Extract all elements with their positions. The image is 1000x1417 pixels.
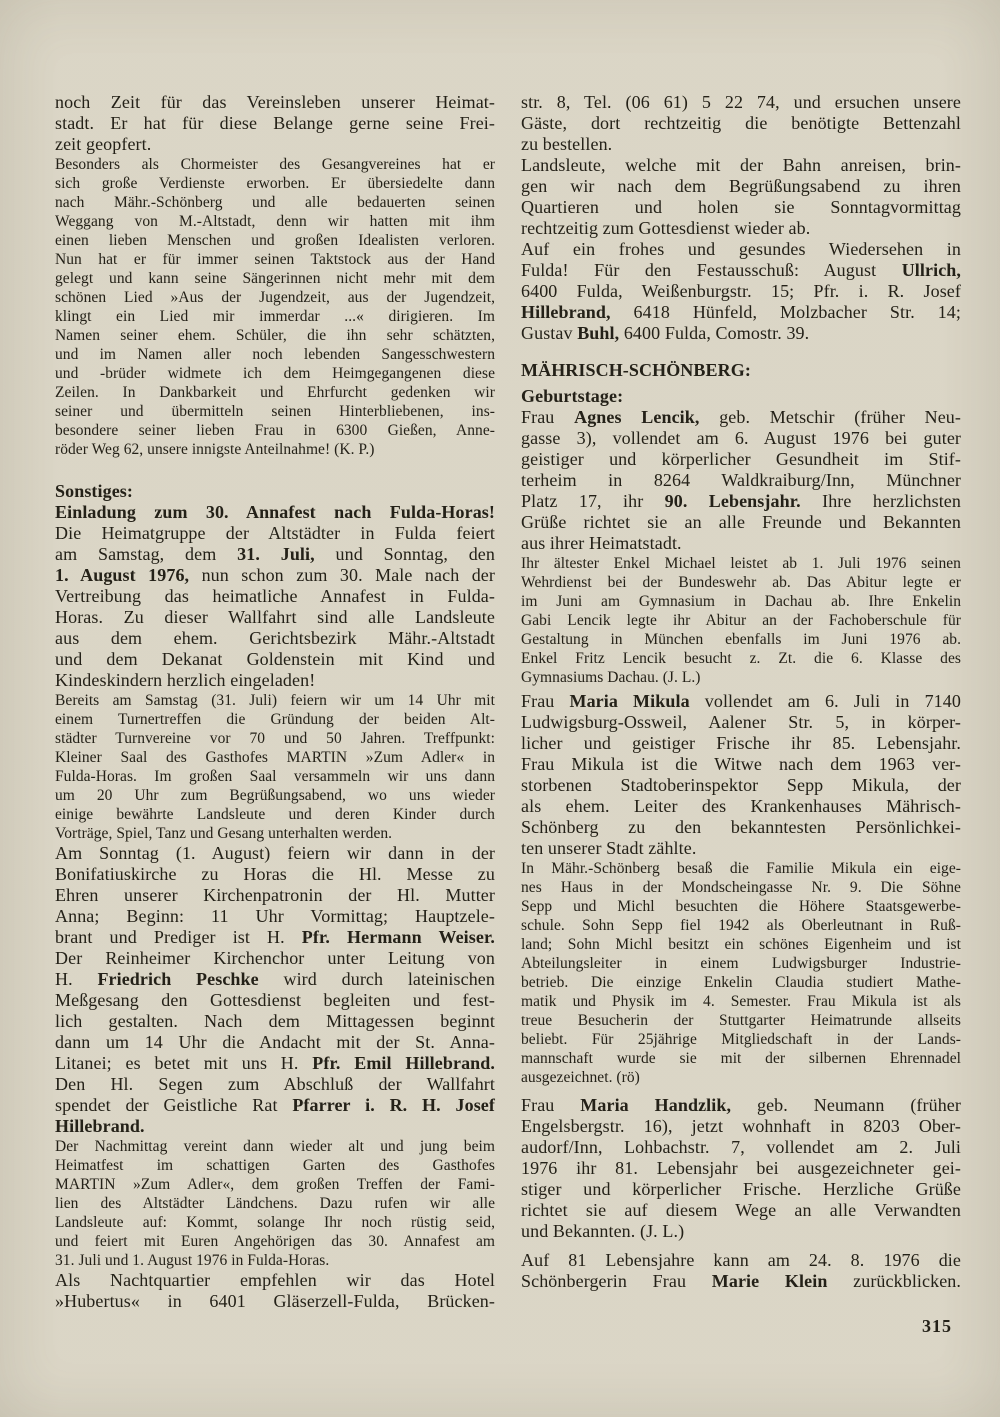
text-line: rechtzeitig zum Gottesdienst wieder ab. <box>521 218 811 238</box>
text-line: ausgezeichnet. (rö) <box>521 1069 640 1086</box>
text-line: klingt ein Lied mir immerdar ...« dirigieren. Im <box>55 308 495 325</box>
bahn-anreise-paragraph <box>521 155 961 239</box>
chormeister-obituary-paragraph <box>55 155 495 459</box>
text-line: »Hubertus« in 6401 Gläserzell-Fulda, Brücken- <box>55 1291 495 1311</box>
text-line: ten unserer Stadt zählte. <box>521 838 697 858</box>
text-line: einem Turnertreffen die Gründung der beiden Alt- <box>55 711 495 728</box>
mikula-birthday-paragraph <box>521 691 961 859</box>
text-line: 31. Juli und 1. August 1976 in Fulda-Horas. <box>55 1252 330 1269</box>
text-line: Hillebrand, 6418 Hünfeld, Molzbacher Str. 14; <box>521 302 961 322</box>
text-line: besondere seiner lieben Frau in 6300 Gießen, Anne- <box>55 422 495 439</box>
text-line: terheim in 8264 Waldkraiburg/Inn, Münchner <box>521 470 961 490</box>
text-line: Den Hl. Segen zum Abschluß der Wallfahrt <box>55 1074 495 1094</box>
text-line: zeit geopfert. <box>55 134 152 154</box>
text-line: noch Zeit für das Vereinsleben unserer Heimat- <box>55 92 495 112</box>
text-line: geistiger und körperlicher Gesundheit im Stif- <box>521 449 961 469</box>
text-line: Vorträge, Spiel, Tanz und Gesang unterhalten werden. <box>55 825 393 842</box>
text-line: Gabi Lencik legte ihr Abitur an der Fachoberschule für <box>521 612 961 629</box>
text-line: str. 8, Tel. (06 61) 5 22 74, und ersuchen unsere <box>521 92 961 112</box>
text-line: Kleiner Saal des Gasthofes MARTIN »Zum Adler« in <box>55 749 495 766</box>
sonstiges-heading <box>55 481 495 502</box>
text-line: seiner und übermitteln seinen Hinterbliebenen, ins- <box>55 403 495 420</box>
text-line: Besonders als Chormeister des Gesangvereines hat er <box>55 156 495 173</box>
text-line: 1. August 1976, nun schon zum 30. Male nach der <box>55 565 495 585</box>
text-line: Hillebrand. <box>55 1116 145 1136</box>
text-line: und dem Dekanat Goldenstein mit Kind und <box>55 649 495 669</box>
text-line: Fulda! Für den Festausschuß: August Ullrich, <box>521 260 961 280</box>
text-line: Frau Agnes Lencik, geb. Metschir (früher Neu- <box>521 407 961 427</box>
text-line: audorf/Inn, Lohbachstr. 7, vollendet am 2. Juli <box>521 1137 961 1157</box>
page-number: 315 <box>922 1316 952 1336</box>
geburtstage-subheading <box>521 386 961 407</box>
text-line: Bonifatiuskirche zu Horas die Hl. Messe zu <box>55 864 495 884</box>
text-line: schönen Lied »Aus der Jugendzeit, aus der Jugendzeit, <box>55 289 495 306</box>
hotel-contact-paragraph <box>521 92 961 155</box>
text-line: MARTIN »Zum Adler«, dem großen Treffen der Fami- <box>55 1176 495 1193</box>
text-line: Vertreibung das heimatliche Annafest in Fulda- <box>55 586 495 606</box>
text-line: storbenen Stadtoberinspektor Sepp Mikula, der <box>521 775 961 795</box>
text-line: aus ihrer Heimatstadt. <box>521 533 682 553</box>
text-line: um 20 Uhr zum Begrüßungsabend, wo uns wieder <box>55 787 495 804</box>
text-line: Namen seiner ehem. Schüler, die ihn sehr schätzten, <box>55 327 495 344</box>
text-line: gen wir nach dem Begrüßungsabend zu ihren <box>521 176 961 196</box>
text-line: lien des Altstädter Ländchens. Dazu rufen wir alle <box>55 1195 495 1212</box>
text-line: mannschaft wurde sie mit der silbernen Ehrennadel <box>521 1050 961 1067</box>
text-line: Abteilungsleiter in einem Ludwigsburger Industrie- <box>521 955 961 972</box>
right-text-column <box>521 92 961 1292</box>
vereinsleben-paragraph-end <box>55 92 495 155</box>
text-line: In Mähr.-Schönberg besaß die Familie Mikula ein eige- <box>521 860 961 877</box>
text-line: land; Sohn Michl besitzt ein schönes Eigenheim und ist <box>521 936 961 953</box>
text-line: Horas. Zu dieser Wallfahrt sind alle Landsleute <box>55 607 495 627</box>
text-line: treue Besucherin der Stuttgarter Heimatrunde allseits <box>521 1012 961 1029</box>
text-line: Schönberg zu den bekanntesten Persönlichkei- <box>521 817 961 837</box>
text-line: Am Sonntag (1. August) feiern wir dann in der <box>55 843 495 863</box>
text-line: Ihr ältester Enkel Michael leistet ab 1. Juli 1976 seinen <box>521 555 961 572</box>
text-line: und -brüder widmete ich dem Heimgegangenen diese <box>55 365 495 382</box>
text-line: dann um 14 Uhr die Andacht mit der St. Anna- <box>55 1032 495 1052</box>
text-line: Gäste, dort rechtzeitig die benötigte Bettenzahl <box>521 113 961 133</box>
text-line: als ehem. Leiter des Krankenhauses Mährisch- <box>521 796 961 816</box>
text-line: Engelsbergstr. 16), jetzt wohnhaft in 8203 Ober- <box>521 1116 961 1136</box>
nachmittag-heimatfest-paragraph <box>55 1137 495 1270</box>
text-line: einige bewährte Landsleute und deren Kinder durch <box>55 806 495 823</box>
text-line: am Samstag, dem 31. Juli, und Sonntag, den <box>55 544 495 564</box>
text-line: H. Friedrich Peschke wird durch lateinischen <box>55 969 495 989</box>
text-line: brant und Prediger ist H. Pfr. Hermann Weiser. <box>55 927 495 947</box>
text-line: Platz 17, ihr 90. Lebensjahr. Ihre herzlichsten <box>521 491 961 511</box>
text-line: Enkel Fritz Lencik besucht z. Zt. die 6. Klasse des <box>521 650 961 667</box>
text-line: einen lieben Menschen und großen Idealisten verloren. <box>55 232 495 249</box>
text-line: Gestaltung in München ebenfalls im Juni 1976 ab. <box>521 631 961 648</box>
text-line: nes Haus in der Mondscheingasse Nr. 9. Die Söhne <box>521 879 961 896</box>
text-line: Die Heimatgruppe der Altstädter in Fulda feiert <box>55 523 495 543</box>
text-line: lich gestalten. Nach dem Mittagessen beginnt <box>55 1011 495 1031</box>
text-line: Litanei; es betet mit uns H. Pfr. Emil Hillebrand. <box>55 1053 495 1073</box>
text-line: Auf 81 Lebensjahre kann am 24. 8. 1976 die <box>521 1250 961 1270</box>
text-line: MÄHRISCH-SCHÖNBERG: <box>521 360 751 380</box>
text-line: Landsleute, welche mit der Bahn anreisen, brin- <box>521 155 961 175</box>
text-line: und im Namen aller noch lebenden Sangesschwestern <box>55 346 495 363</box>
text-line: betrieb. Die einzige Enkelin Claudia studiert Mathe- <box>521 974 961 991</box>
text-line: Quartieren und holen sie Sonntagvormittag <box>521 197 961 217</box>
text-line: Heimatfest im schattigen Garten des Gasthofes <box>55 1157 495 1174</box>
text-line: Frau Mikula ist die Witwe nach dem 1963 ver- <box>521 754 961 774</box>
text-line: Einladung zum 30. Annafest nach Fulda-Horas! <box>55 502 495 522</box>
samstag-program-paragraph <box>55 691 495 843</box>
text-line: stadt. Er hat für diese Belange gerne seine Frei- <box>55 113 495 133</box>
text-line: Bereits am Samstag (31. Juli) feiern wir um 14 Uhr mit <box>55 692 495 709</box>
text-line: Als Nachtquartier empfehlen wir das Hotel <box>55 1270 495 1290</box>
festausschuss-paragraph <box>521 239 961 344</box>
mikula-family-paragraph <box>521 859 961 1087</box>
text-line: sich große Verdienste erworben. Er übersiedelte dann <box>55 175 495 192</box>
text-line: Zeilen. In Dankbarkeit und Ehrfurcht gedenken wir <box>55 384 495 401</box>
maehrisch-schoenberg-heading <box>521 360 961 381</box>
text-line: gelegt und kann seine Sängerinnen nicht mehr mit dem <box>55 270 495 287</box>
text-line: schule. Sohn Sepp fiel 1942 als Oberleutnant in Ruß- <box>521 917 961 934</box>
text-line: Landsleute auf: Kommt, solange Ihr noch rüstig seid, <box>55 1214 495 1231</box>
text-line: 6400 Fulda, Weißenburgstr. 15; Pfr. i. R. Josef <box>521 281 961 301</box>
text-line: 1976 ihr 81. Lebensjahr bei ausgezeichneter gei- <box>521 1158 961 1178</box>
text-line: Kindeskindern herzlich eingeladen! <box>55 670 316 690</box>
klein-birthday-paragraph <box>521 1250 961 1292</box>
text-line: Anna; Beginn: 11 Uhr Vormittag; Hauptzele- <box>55 906 495 926</box>
text-line: Gymnasiums Dachau. (J. L.) <box>521 669 701 686</box>
text-line: Schönbergerin Frau Marie Klein zurückblicken. <box>521 1271 961 1291</box>
handzlik-birthday-paragraph <box>521 1095 961 1242</box>
text-line: Fulda-Horas. Im großen Saal versammeln wir uns dann <box>55 768 495 785</box>
text-line: spendet der Geistliche Rat Pfarrer i. R. H. Josef <box>55 1095 495 1115</box>
text-line: Ehren unserer Kirchenpatronin der Hl. Mutter <box>55 885 495 905</box>
text-line: Gustav Buhl, 6400 Fulda, Comostr. 39. <box>521 323 810 343</box>
text-line: stiger und körperlicher Frische. Herzliche Grüße <box>521 1179 961 1199</box>
text-line: Sepp und Michl besuchten die Höhere Staatsgewerbe- <box>521 898 961 915</box>
text-line: Wehrdienst bei der Bundeswehr ab. Das Abitur legte er <box>521 574 961 591</box>
annafest-invitation-paragraph <box>55 523 495 691</box>
text-line: röder Weg 62, unsere innigste Anteilnahme! (K. P.) <box>55 441 375 458</box>
text-line: matik und Physik im 4. Semester. Frau Mikula ist als <box>521 993 961 1010</box>
lencik-birthday-paragraph <box>521 407 961 554</box>
text-line: licher und geistiger Frische ihr 85. Lebensjahr. <box>521 733 961 753</box>
annafest-invitation-title <box>55 502 495 523</box>
text-line: Der Nachmittag vereint dann wieder alt und jung beim <box>55 1138 495 1155</box>
text-line: und Bekannten. (J. L.) <box>521 1221 685 1241</box>
text-line: und feiert mit Euren Angehörigen das 30. Annafest am <box>55 1233 495 1250</box>
text-line: im Juni am Gymnasium in Dachau ab. Ihre Enkelin <box>521 593 961 610</box>
text-line: Grüße richtet sie an alle Freunde und Bekannten <box>521 512 961 532</box>
text-line: beliebt. Für 25jährige Mitgliedschaft in der Lands- <box>521 1031 961 1048</box>
text-line: Nun hat er für immer seinen Taktstock aus der Hand <box>55 251 495 268</box>
nachtquartier-paragraph <box>55 1270 495 1312</box>
text-line: Meßgesang den Gottesdienst begleiten und fest- <box>55 990 495 1010</box>
text-line: zu bestellen. <box>521 134 613 154</box>
text-line: Sonstiges: <box>55 481 134 501</box>
text-line: nach Mähr.-Schönberg und alle bedauerten seinen <box>55 194 495 211</box>
text-line: aus dem ehem. Gerichtsbezirk Mähr.-Altstadt <box>55 628 495 648</box>
text-line: Frau Maria Handzlik, geb. Neumann (früher <box>521 1095 961 1115</box>
lencik-family-paragraph <box>521 554 961 687</box>
text-line: Der Reinheimer Kirchenchor unter Leitung von <box>55 948 495 968</box>
text-line: Ludwigsburg-Ossweil, Aalener Str. 5, in körper- <box>521 712 961 732</box>
text-line: Geburtstage: <box>521 386 624 406</box>
text-line: gasse 3), vollendet am 6. August 1976 bei guter <box>521 428 961 448</box>
left-text-column <box>55 92 495 1312</box>
text-line: Auf ein frohes und gesundes Wiedersehen in <box>521 239 961 259</box>
text-line: städter Turnvereine vor 70 und 50 Jahren. Treffpunkt: <box>55 730 495 747</box>
sonntag-program-paragraph <box>55 843 495 1137</box>
text-line: richtet sie auf diesem Wege an alle Verwandten <box>521 1200 961 1220</box>
text-line: Frau Maria Mikula vollendet am 6. Juli in 7140 <box>521 691 961 711</box>
text-line: Weggang von M.-Altstadt, denn wir hatten mit ihm <box>55 213 495 230</box>
